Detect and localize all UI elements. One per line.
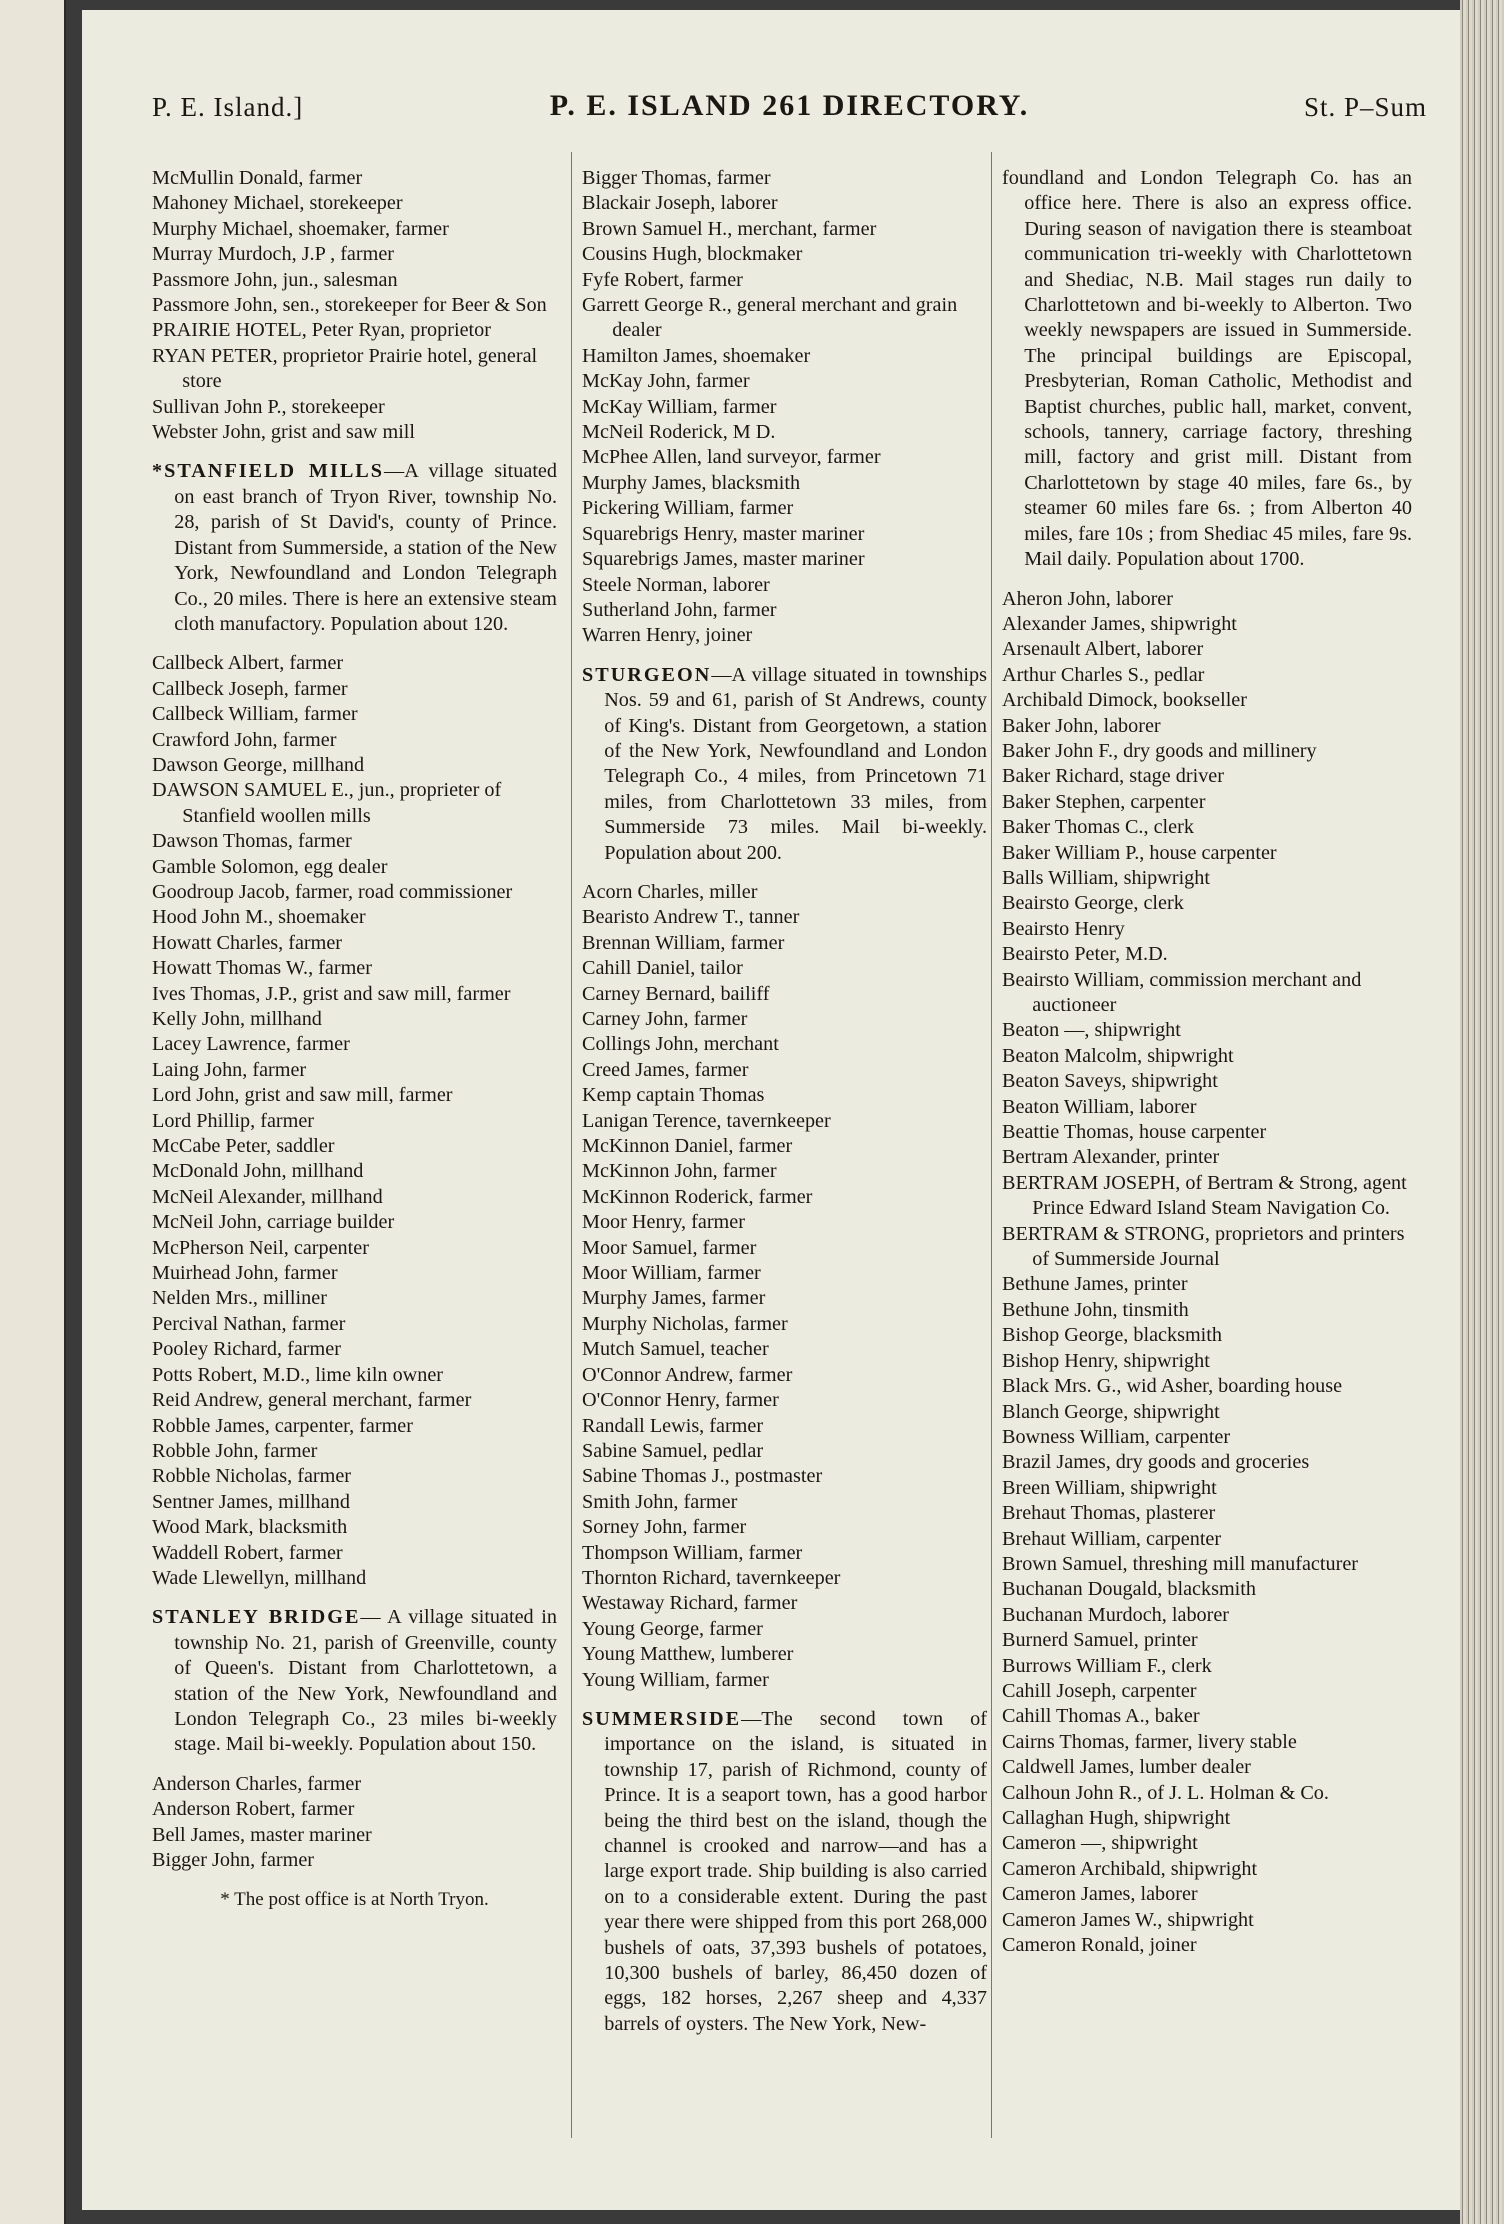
place-description (152, 1605, 557, 1757)
directory-entry: Percival Nathan, farmer (152, 1312, 346, 1335)
column-rule (571, 152, 572, 2138)
directory-entry: Breen William, shipwright (1002, 1476, 1217, 1499)
directory-entry: Carney John, farmer (582, 1008, 748, 1030)
directory-entry: Muirhead John, farmer (152, 1262, 338, 1285)
directory-entry: Garrett George R., general merchant and grain dealer (582, 294, 958, 342)
place-heading: STANLEY BRIDGE (152, 1606, 361, 1629)
directory-entry: Anderson Robert, farmer (152, 1798, 355, 1821)
directory-entry: Cahill Daniel, tailor (582, 957, 743, 980)
directory-entry: Beaton Malcolm, shipwright (1002, 1044, 1234, 1067)
place-description-text: — A village situated in township No. 21, parish of Greenville, county of Queen's. Distant from Charlottetown, a station of the New York, Newfoundland and London Telegraph Co., 23 miles bi-weekly stage. Mail bi-weekly. Population about 150. (174, 1606, 557, 1756)
directory-entry: Bethune John, tinsmith (1002, 1298, 1189, 1321)
directory-entry: DAWSON SAMUEL E., jun., proprieter of Stanfield woollen mills (152, 779, 502, 827)
directory-entry: Anderson Charles, farmer (152, 1772, 362, 1795)
directory-entry: Smith John, farmer (582, 1490, 738, 1513)
directory-entry: Goodroup Jacob, farmer, road commissioner (152, 880, 513, 903)
directory-entry: McNeil Roderick, M D. (582, 421, 776, 444)
directory-entry: Lanigan Terence, tavernkeeper (582, 1109, 831, 1132)
directory-entry: McKinnon John, farmer (582, 1160, 777, 1183)
directory-entry: Collings John, merchant (582, 1033, 779, 1056)
directory-entry: Ives Thomas, J.P., grist and saw mill, farmer (152, 982, 511, 1005)
directory-entry: BERTRAM JOSEPH, of Bertram & Strong, agent Prince Edward Island Steam Navigation Co. (1002, 1171, 1407, 1220)
place-description-text: —The second town of importance on the island, is situated in township 17, parish of Richmond, county of Prince. It is a seaport town, has a good harbor being the third best on the island, though the channel is crooked and narrow—and has a large export trade. Ship building is also carried on to a considerable extent. During the past year there were shipped from this port 268,000 bushels of oats, 37,393 bushels of potatoes, 10,300 bushels of barley, 86,450 dozen of eggs, 182 horses, 2,267 sheep and 4,337 barrels of oysters. The New York, New- (604, 1707, 987, 2035)
directory-entry: Beaton Saveys, shipwright (1002, 1070, 1218, 1093)
directory-entry: Cousins Hugh, blockmaker (582, 243, 803, 266)
directory-entry: Bethune James, printer (1002, 1273, 1188, 1296)
directory-entry: Sabine Samuel, pedlar (582, 1439, 764, 1462)
directory-entry: Laing John, farmer (152, 1058, 307, 1081)
directory-entry: Beairsto William, commission merchant and auctioneer (1002, 968, 1362, 1016)
directory-entry: Young Matthew, lumberer (582, 1643, 794, 1666)
directory-entry: Kelly John, millhand (152, 1008, 322, 1030)
header-right: St. P–Sum (1303, 92, 1427, 122)
directory-entry: Arthur Charles S., pedlar (1002, 663, 1205, 686)
section-gap (1002, 573, 1412, 587)
directory-entry: Moor Henry, farmer (582, 1211, 745, 1234)
directory-entry: Baker Richard, stage driver (1002, 765, 1224, 788)
directory-entry: Murphy James, farmer (582, 1287, 766, 1310)
directory-entry: Murphy Nicholas, farmer (582, 1312, 788, 1335)
directory-entry: Burrows William F., clerk (1002, 1654, 1212, 1677)
directory-entry: Baker Stephen, carpenter (1002, 790, 1206, 813)
directory-entry: Robble James, carpenter, farmer (152, 1414, 413, 1437)
directory-entry: RYAN PETER, proprietor Prairie hotel, general store (152, 344, 538, 393)
directory-entry: Murray Murdoch, J.P , farmer (152, 243, 395, 266)
section-gap (582, 866, 987, 880)
directory-entry: PRAIRIE HOTEL, Peter Ryan, proprietor (152, 319, 491, 342)
directory-entry: Cameron Archibald, shipwright (1002, 1857, 1258, 1880)
directory-entry: Beaton —, shipwright (1002, 1019, 1181, 1042)
directory-entry: Cahill Thomas A., baker (1002, 1705, 1200, 1728)
adjacent-page-edge (0, 0, 66, 2224)
directory-entry: Cairns Thomas, farmer, livery stable (1002, 1730, 1297, 1753)
directory-entry: Burnerd Samuel, printer (1002, 1629, 1198, 1652)
directory-entry: Steele Norman, laborer (582, 573, 770, 596)
directory-entry: Fyfe Robert, farmer (582, 268, 743, 291)
directory-entry: Mahoney Michael, storekeeper (152, 192, 403, 215)
directory-entry: Kemp captain Thomas (582, 1084, 765, 1107)
directory-entry: Squarebrigs James, master mariner (582, 548, 865, 571)
running-header (152, 89, 1427, 132)
directory-entry: Gamble Solomon, egg dealer (152, 855, 388, 878)
directory-entry: Brehaut William, carpenter (1002, 1527, 1222, 1550)
directory-entry: Sullivan John P., storekeeper (152, 395, 385, 418)
directory-entry: Brazil James, dry goods and groceries (1002, 1451, 1310, 1474)
directory-entry: McKinnon Daniel, farmer (582, 1135, 793, 1158)
directory-entry: Crawford John, farmer (152, 728, 337, 751)
directory-entry: Beattie Thomas, house carpenter (1002, 1121, 1267, 1144)
directory-entry: Beairsto Peter, M.D. (1002, 943, 1168, 966)
directory-entry: Dawson Thomas, farmer (152, 830, 352, 853)
directory-entry: McDonald John, millhand (152, 1160, 364, 1183)
directory-entry: McNeil John, carriage builder (152, 1211, 395, 1234)
directory-entry: McCabe Peter, saddler (152, 1135, 335, 1158)
directory-entry: Sorney John, farmer (582, 1516, 747, 1539)
directory-entry: Nelden Mrs., milliner (152, 1287, 327, 1310)
section-gap (582, 649, 987, 663)
directory-entry: Hamilton James, shoemaker (582, 344, 811, 367)
directory-entry: Buchanan Murdoch, laborer (1002, 1603, 1230, 1626)
page-stack-edge (1460, 0, 1504, 2224)
section-gap (152, 1758, 557, 1772)
directory-entry: Caldwell James, lumber dealer (1002, 1756, 1251, 1779)
directory-entry: Mutch Samuel, teacher (582, 1338, 769, 1361)
directory-entry: Brennan William, farmer (582, 931, 785, 954)
directory-entry: Young William, farmer (582, 1668, 769, 1691)
directory-entry: Warren Henry, joiner (582, 624, 753, 647)
place-description-text: —A village situated on east branch of Tryon River, township No. 28, parish of St David's, county of Prince. Distant from Summerside, a station of the New York, Newfoundland and London Telegraph Co., 20 miles. There is here an extensive steam cloth manufactory. Population about 120. (174, 460, 557, 635)
column-rule (991, 152, 992, 2138)
place-description (152, 459, 557, 637)
directory-entry: Howatt Charles, farmer (152, 931, 343, 954)
directory-entry: McKinnon Roderick, farmer (582, 1185, 813, 1208)
directory-entry: Howatt Thomas W., farmer (152, 957, 372, 980)
section-gap (152, 445, 557, 459)
directory-entry: Brown Samuel H., merchant, farmer (582, 217, 877, 240)
directory-entry: Bigger Thomas, farmer (582, 167, 771, 189)
directory-entry: Cameron Ronald, joiner (1002, 1934, 1197, 1957)
directory-entry: Bearisto Andrew T., tanner (582, 906, 800, 929)
directory-entry: Baker John, laborer (1002, 714, 1161, 737)
directory-entry: Callbeck William, farmer (152, 703, 358, 726)
directory-page (82, 10, 1460, 2210)
directory-entry: Buchanan Dougald, blacksmith (1002, 1578, 1256, 1601)
directory-entry: Thompson William, farmer (582, 1541, 803, 1564)
directory-entry: McKay William, farmer (582, 395, 777, 418)
directory-entry: Thornton Richard, tavernkeeper (582, 1566, 841, 1589)
directory-entry: Hood John M., shoemaker (152, 906, 366, 929)
directory-entry: Sutherland John, farmer (582, 598, 777, 621)
directory-entry: Callbeck Joseph, farmer (152, 677, 348, 700)
place-heading: STURGEON (582, 663, 712, 686)
directory-entry: Archibald Dimock, bookseller (1002, 689, 1247, 712)
directory-entry: McNeil Alexander, millhand (152, 1185, 383, 1208)
directory-entry: Blanch George, shipwright (1002, 1400, 1220, 1423)
directory-entry: Acorn Charles, miller (582, 880, 758, 903)
directory-entry: Dawson George, millhand (152, 753, 365, 776)
place-description-continued: foundland and London Telegraph Co. has an office here. There is also an express office. During season of navigation there is steamboat communication tri-weekly with Charlottetown and Shediac, N.B. Mail stages run daily to Charlottetown and bi-weekly to Alberton. Two weekly newspapers are issued in Summerside. The principal buildings are Episcopal, Presbyterian, Roman Catholic, Methodist and Baptist churches, public hall, market, convent, schools, tannery, carriage factory, threshing mill, factory and grist mill. Distant from Charlottetown by stage 40 miles, fare 6s., by steamer 60 miles fare 6s. ; from Alberton 40 miles, fare 10s ; from Shediac 45 miles, fare 9s. Mail daily. Population about 1700. (1002, 167, 1412, 571)
directory-entry: McKay John, farmer (582, 370, 750, 393)
header-title: P. E. ISLAND 261 DIRECTORY. (549, 89, 1030, 122)
place-description (582, 1707, 987, 2037)
place-heading: SUMMERSIDE (582, 1707, 742, 1730)
directory-entry: Bishop George, blacksmith (1002, 1324, 1222, 1347)
directory-entry: McMullin Donald, farmer (152, 167, 363, 189)
directory-entry: Bertram Alexander, printer (1002, 1146, 1220, 1169)
section-gap (152, 1873, 557, 1887)
directory-entry: Lord Phillip, farmer (152, 1109, 315, 1132)
directory-entry: Brehaut Thomas, plasterer (1002, 1502, 1216, 1525)
header-left: P. E. Island.] (152, 92, 304, 122)
directory-entry: Callaghan Hugh, shipwright (1002, 1807, 1231, 1829)
directory-entry: Reid Andrew, general merchant, farmer (152, 1389, 472, 1412)
directory-entry: BERTRAM & STRONG, proprietors and printers of Summerside Journal (1002, 1222, 1405, 1271)
place-heading: *STANFIELD MILLS (152, 460, 385, 483)
section-gap (152, 1591, 557, 1605)
directory-entry: Lacey Lawrence, farmer (152, 1033, 350, 1056)
directory-entry: Waddell Robert, farmer (152, 1541, 343, 1564)
directory-entry: Moor Samuel, farmer (582, 1236, 757, 1259)
directory-entry: Pickering William, farmer (582, 497, 794, 520)
place-description-text: —A village situated in townships Nos. 59 and 61, parish of St Andrews, county of King's. Distant from Georgetown, a station of the New York, Newfoundland and London Telegraph Co., 4 miles, from Princetown 71 miles, from Charlottetown 33 miles, from Summerside 73 miles. Mail bi-weekly. Population about 200. (604, 663, 987, 864)
directory-entry: Callbeck Albert, farmer (152, 652, 344, 675)
directory-entry: Murphy James, blacksmith (582, 471, 801, 494)
directory-entry: Bishop Henry, shipwright (1002, 1349, 1210, 1372)
directory-entry: Beairsto Henry (1002, 917, 1125, 940)
directory-entry: Black Mrs. G., wid Asher, boarding house (1002, 1375, 1343, 1398)
directory-entry: Calhoun John R., of J. L. Holman & Co. (1002, 1781, 1329, 1804)
section-gap (152, 637, 557, 651)
directory-entry: Cahill Joseph, carpenter (1002, 1679, 1197, 1702)
directory-entry: Bell James, master mariner (152, 1823, 372, 1846)
directory-entry: Young George, farmer (582, 1617, 763, 1640)
directory-entry: Passmore John, sen., storekeeper for Beer & Son (152, 294, 547, 317)
directory-entry: Blackair Joseph, laborer (582, 192, 778, 215)
directory-entry: Baker Thomas C., clerk (1002, 816, 1194, 839)
directory-entry: Aheron John, laborer (1002, 587, 1173, 610)
directory-entry: Westaway Richard, farmer (582, 1592, 798, 1615)
directory-entry: Moor William, farmer (582, 1262, 761, 1285)
directory-entry: Potts Robert, M.D., lime kiln owner (152, 1363, 444, 1386)
directory-entry: Robble John, farmer (152, 1439, 318, 1462)
directory-entry: Squarebrigs Henry, master mariner (582, 522, 865, 545)
directory-entry: Brown Samuel, threshing mill manufacturer (1002, 1552, 1359, 1575)
directory-entry: Baker William P., house carpenter (1002, 841, 1277, 864)
directory-entry: Pooley Richard, farmer (152, 1338, 341, 1361)
directory-entry: Balls William, shipwright (1002, 866, 1210, 889)
directory-entry: Robble Nicholas, farmer (152, 1465, 352, 1488)
directory-entry: Murphy Michael, shoemaker, farmer (152, 217, 449, 240)
directory-entry: O'Connor Andrew, farmer (582, 1363, 793, 1386)
directory-entry: Carney Bernard, bailiff (582, 982, 770, 1005)
directory-entry: Baker John F., dry goods and millinery (1002, 739, 1317, 762)
directory-entry: O'Connor Henry, farmer (582, 1389, 779, 1412)
directory-entry: McPherson Neil, carpenter (152, 1236, 369, 1259)
column-3 (1002, 166, 1412, 1958)
directory-entry: Cameron James W., shipwright (1002, 1908, 1254, 1931)
place-description (582, 663, 987, 866)
directory-entry: Randall Lewis, farmer (582, 1414, 764, 1437)
section-gap (582, 1693, 987, 1707)
directory-entry: Bowness William, carpenter (1002, 1425, 1231, 1448)
column-2 (582, 166, 987, 2037)
directory-entry: Creed James, farmer (582, 1058, 749, 1081)
footnote: * The post office is at North Tryon. (220, 1889, 489, 1911)
directory-entry: Alexander James, shipwright (1002, 612, 1237, 635)
directory-entry: Beairsto George, clerk (1002, 892, 1184, 915)
directory-entry: Beaton William, laborer (1002, 1095, 1197, 1118)
directory-entry: Cameron James, laborer (1002, 1883, 1198, 1906)
directory-entry: Wade Llewellyn, millhand (152, 1566, 367, 1589)
column-1 (152, 166, 557, 1913)
directory-entry: Bigger John, farmer (152, 1849, 315, 1871)
directory-entry: Cameron —, shipwright (1002, 1832, 1198, 1855)
directory-entry: Lord John, grist and saw mill, farmer (152, 1084, 453, 1107)
directory-entry: Webster John, grist and saw mill (152, 421, 416, 444)
directory-entry: Sabine Thomas J., postmaster (582, 1465, 823, 1488)
directory-entry: Wood Mark, blacksmith (152, 1516, 348, 1539)
directory-entry: Arsenault Albert, laborer (1002, 638, 1204, 661)
directory-entry: McPhee Allen, land surveyor, farmer (582, 446, 881, 469)
directory-entry: Sentner James, millhand (152, 1490, 350, 1513)
directory-entry: Passmore John, jun., salesman (152, 268, 398, 291)
